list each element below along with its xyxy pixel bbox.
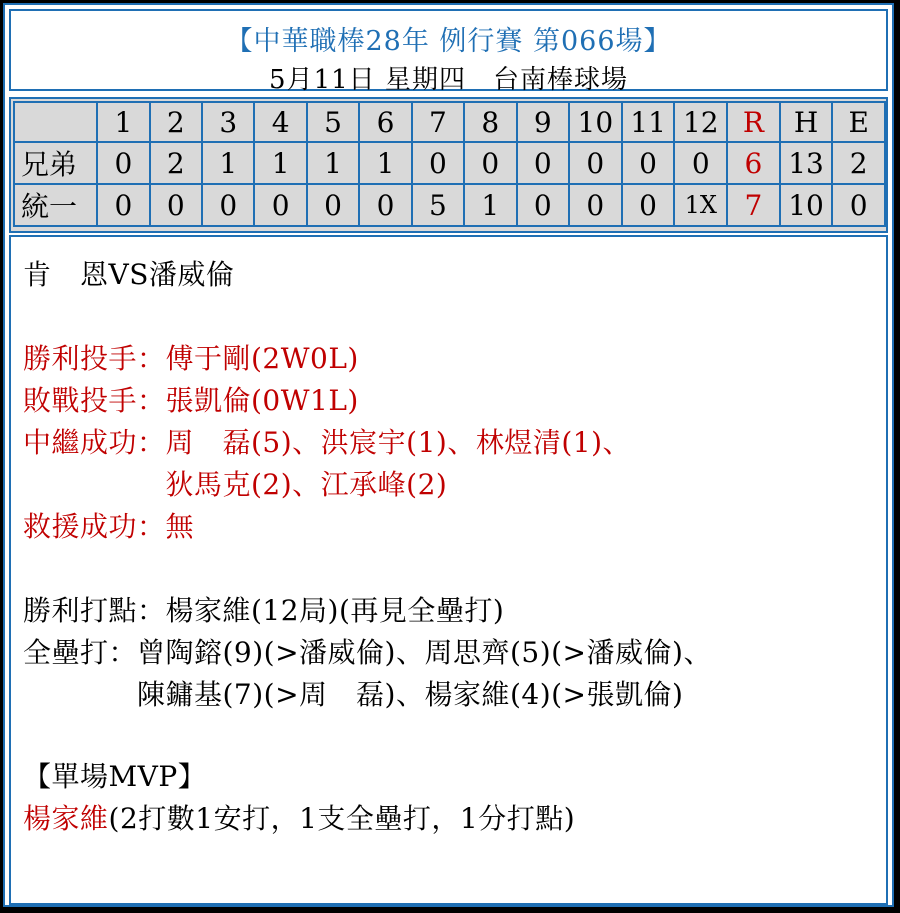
- header-cell-inning: 3: [202, 102, 254, 142]
- inning-score: 1: [464, 184, 516, 226]
- holds-line-2: 狄馬克(2)、江承峰(2): [23, 468, 448, 501]
- inning-score: 0: [254, 184, 306, 226]
- inning-score: 0: [569, 184, 622, 226]
- total-hits: 13: [780, 142, 833, 184]
- inning-score: 0: [202, 184, 254, 226]
- inning-score: 0: [622, 142, 675, 184]
- scoreboard-header-row: [14, 102, 885, 142]
- inning-score: 0: [622, 184, 675, 226]
- inning-score: 0: [97, 142, 149, 184]
- header-cell-inning: 1: [97, 102, 149, 142]
- mvp-title: 【單場MVP】: [23, 760, 207, 793]
- header-cell-inning: 11: [622, 102, 675, 142]
- scoreboard-row-away: [14, 142, 885, 184]
- header-cell-inning: 10: [569, 102, 622, 142]
- winning-rbi: 勝利打點：楊家維(12局)(再見全壘打): [23, 594, 505, 627]
- inning-score: 0: [359, 184, 411, 226]
- header-cell-inning: 8: [464, 102, 516, 142]
- inning-score: 0: [569, 142, 622, 184]
- winning-pitcher: 勝利投手：傅于剛(2W0L): [23, 342, 359, 375]
- inning-score: 0: [97, 184, 149, 226]
- inning-score: 1: [307, 142, 359, 184]
- pitching-matchup: 肯 恩VS潘威倫: [23, 258, 235, 291]
- inning-score: 0: [517, 184, 569, 226]
- header-cell-inning: 12: [674, 102, 727, 142]
- mvp-stats: (2打數1安打，1支全壘打，1分打點): [108, 802, 576, 835]
- inning-score: 2: [150, 142, 202, 184]
- holds-line-1: 中繼成功：周 磊(5)、洪宸宇(1)、林煜清(1)、: [23, 426, 631, 459]
- inning-score: 1: [202, 142, 254, 184]
- header-cell-runs: R: [727, 102, 779, 142]
- inning-score: 0: [412, 142, 464, 184]
- inning-score: 0: [307, 184, 359, 226]
- game-date-venue: 5月11日 星期四 台南棒球場: [269, 65, 628, 95]
- game-header: [9, 9, 888, 95]
- save-pitcher: 救援成功：無: [23, 510, 195, 543]
- game-summary-card: [3, 3, 894, 907]
- header-cell-inning: 7: [412, 102, 464, 142]
- inning-score: 0: [674, 142, 727, 184]
- header-cell-inning: 9: [517, 102, 569, 142]
- inning-score: 0: [464, 142, 516, 184]
- header-cell-errors: E: [832, 102, 885, 142]
- header-cell-inning: 5: [307, 102, 359, 142]
- scoreboard: [9, 97, 888, 233]
- header-cell-inning: 4: [254, 102, 306, 142]
- total-errors: 2: [832, 142, 885, 184]
- header-cell-inning: 6: [359, 102, 411, 142]
- inning-score: 0: [517, 142, 569, 184]
- inning-score: 5: [412, 184, 464, 226]
- mvp-line: [23, 797, 575, 837]
- game-title: 【中華職棒28年 例行賽 第066場】: [225, 26, 672, 57]
- game-details: [9, 235, 888, 905]
- inning-score: 0: [150, 184, 202, 226]
- home-runs-line-1: 全壘打：曾陶鎔(9)(>潘威倫)、周思齊(5)(>潘威倫)、: [23, 636, 712, 669]
- scoreboard-row-home: [14, 184, 885, 226]
- header-cell-team: [14, 102, 97, 142]
- header-cell-hits: H: [780, 102, 833, 142]
- inning-score: 1X: [674, 184, 727, 226]
- total-hits: 10: [780, 184, 833, 226]
- header-cell-inning: 2: [150, 102, 202, 142]
- team-name-away: 兄弟: [14, 142, 97, 184]
- losing-pitcher: 敗戰投手：張凱倫(0W1L): [23, 384, 359, 417]
- inning-score: 1: [254, 142, 306, 184]
- total-errors: 0: [832, 184, 885, 226]
- scoreboard-table: [13, 101, 886, 227]
- mvp-name: 楊家維: [23, 802, 109, 835]
- total-runs: 7: [727, 184, 779, 226]
- total-runs: 6: [727, 142, 779, 184]
- team-name-home: 統一: [14, 184, 97, 226]
- inning-score: 1: [359, 142, 411, 184]
- home-runs-line-2: 陳鏞基(7)(>周 磊)、楊家維(4)(>張凱倫): [23, 678, 684, 711]
